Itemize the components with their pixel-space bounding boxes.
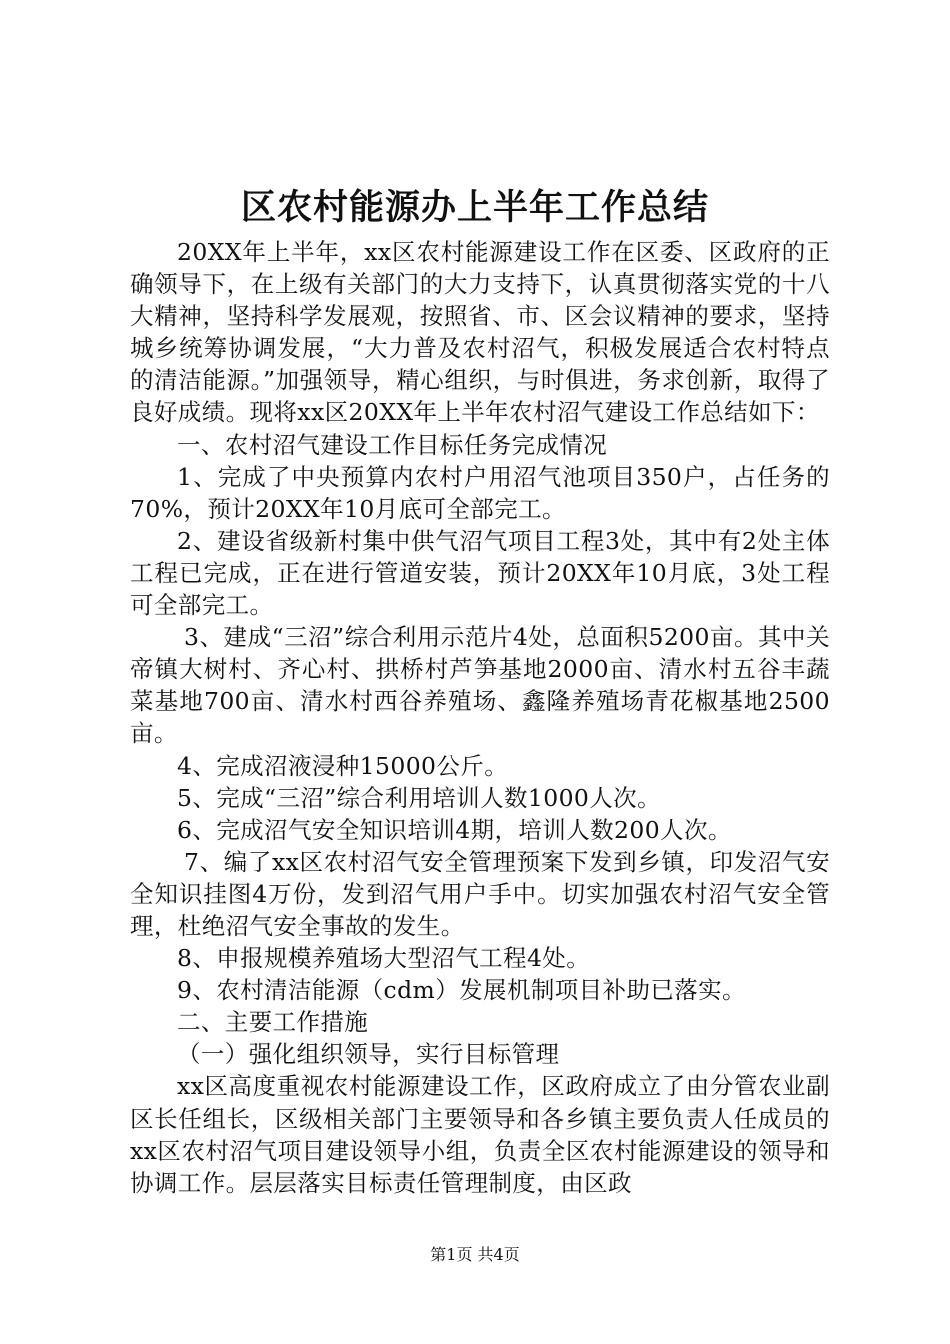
- document-title: 区农村能源办上半年工作总结: [240, 187, 709, 228]
- list-item-6: 6、完成沼气安全知识培训4期，培训人数200人次。: [177, 815, 732, 844]
- list-item-2: 2、建设省级新村集中供气沼气项目工程3处，其中有2处主体工程已完成，正在进行管道安装，预计20XX年10月底，3处工程可全部完工。: [130, 526, 830, 620]
- list-item-7: 7、编了xx区农村沼气安全管理预案下发到乡镇，印发沼气安全知识挂图4万份，发到沼气用户手中。切实加强农村沼气安全管理，杜绝沼气安全事故的发生。: [130, 847, 830, 940]
- paragraph-intro: 20XX年上半年，xx区农村能源建设工作在区委、区政府的正确领导下，在上级有关部门的大力支持下，认真贯彻落实党的十八大精神，坚持科学发展观，按照省、市、区会议精神的要求，坚持城乡统筹协调发展，“大力普及农村沼气，积极发展适合农村特点的清洁能源。”加强领导，精心组织，与时俱进，务求创新，取得了良好成绩。现将xx区20XX年上半年农村沼气建设工作总结如下：: [130, 238, 830, 427]
- subsection-heading-1: （一）强化组织领导，实行目标管理: [177, 1040, 560, 1069]
- section-heading-2: 二、主要工作措施: [177, 1008, 369, 1037]
- section-heading-1: 一、农村沼气建设工作目标任务完成情况: [177, 430, 608, 459]
- list-item-5: 5、完成“三沼”综合利用培训人数1000人次。: [177, 783, 661, 812]
- page-footer: 第1页 共4页: [430, 1245, 520, 1264]
- list-item-9: 9、农村清洁能源（cdm）发展机制项目补助已落实。: [177, 976, 746, 1005]
- list-item-1: 1、完成了中央预算内农村户用沼气池项目350户，占任务的70%，预计20XX年10月底可全部完工。: [130, 462, 830, 523]
- paragraph-measures: xx区高度重视农村能源建设工作，区政府成立了由分管农业副区长任组长，区级相关部门主要领导和各乡镇主要负责人任成员的xx区农村沼气项目建设领导小组，负责全区农村能源建设的领导和协调工作。层层落实目标责任管理制度，由区政: [130, 1072, 830, 1197]
- list-item-8: 8、申报规模养殖场大型沼气工程4处。: [177, 944, 591, 973]
- list-item-3: 3、建成“三沼”综合利用示范片4处，总面积5200亩。其中关帝镇大树村、齐心村、拱桥村芦笋基地2000亩、清水村五谷丰蔬菜基地700亩、清水村西谷养殖场、鑫隆养殖场青花椒基地2500亩。: [130, 623, 830, 748]
- list-item-4: 4、完成沼液浸种15000公斤。: [177, 751, 509, 780]
- document-body: [130, 236, 830, 1199]
